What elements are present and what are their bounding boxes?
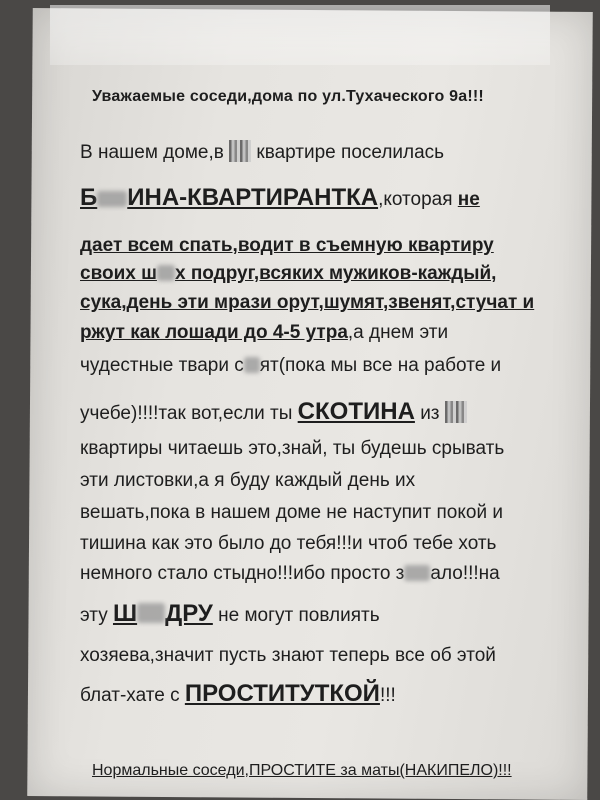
line-16-text-a: блат-хате с xyxy=(80,685,180,706)
line-10: эти листовки,а я буду каждый день их xyxy=(80,470,416,491)
line-7-text-a: чудестные твари с xyxy=(80,355,244,376)
blurred-fragment xyxy=(157,265,175,281)
line-5: сука,день эти мрази орут,шумят,звенят,стучат и xyxy=(80,292,535,313)
notice-heading: Уважаемые соседи,дома по ул.Тухаческого 9а!!! xyxy=(92,88,484,105)
pixelated-number xyxy=(445,401,467,423)
blurred-word xyxy=(137,603,165,623)
tape-strip xyxy=(50,5,550,65)
line-13-text-a: немного стало стыдно!!!ибо просто з xyxy=(80,563,405,584)
line-7 xyxy=(80,355,501,377)
line-6-bold: ржут как лошади до 4-5 утра xyxy=(80,322,348,343)
line-8-text-b: из xyxy=(420,403,440,424)
line-3: дает всем спать,водит в съемную квартиру xyxy=(80,235,494,256)
footer-signature: Нормальные соседи,ПРОСТИТЕ за маты(НАКИПЕЛО)!!! xyxy=(92,762,512,779)
line-2-word-b: ИНА-КВАРТИРАНТКА xyxy=(127,184,379,211)
line-14-text-b: не могут повлиять xyxy=(218,605,380,626)
line-16 xyxy=(80,680,396,708)
line-13-text-b: ало!!!на xyxy=(430,563,500,584)
line-11: вешать,пока в нашем доме не наступит покой и xyxy=(80,502,503,523)
line-2-text: ,которая xyxy=(378,189,453,210)
line-6 xyxy=(80,322,448,344)
line-14-big-b: ДРУ xyxy=(165,600,213,627)
line-6-text: ,а днем эти xyxy=(347,322,449,343)
line-4-text-a: своих ш xyxy=(80,263,157,284)
line-4-text-b: х подруг,всяких мужиков-каждый, xyxy=(174,263,497,284)
line-8 xyxy=(80,398,467,426)
line-14-big-a: Ш xyxy=(112,600,138,627)
line-16-text-b: !!! xyxy=(379,685,396,706)
line-14 xyxy=(80,600,380,628)
line-1-text-a: В нашем доме,в xyxy=(80,142,224,163)
blurred-word xyxy=(97,191,127,207)
blurred-fragment xyxy=(244,357,260,373)
line-15: хозяева,значит пусть знают теперь все об этой xyxy=(80,645,496,666)
line-9: квартиры читаешь это,знай, ты будешь срывать xyxy=(80,438,505,459)
line-12: тишина как это было до тебя!!!и чтоб тебе хоть xyxy=(80,533,497,554)
line-7-text-b: ят(пока мы все на работе и xyxy=(259,355,502,376)
line-1-text-b: квартире поселилась xyxy=(256,142,445,163)
line-4 xyxy=(80,263,496,285)
line-2 xyxy=(80,184,480,212)
pixelated-number xyxy=(229,140,251,162)
line-2-word-a: Б xyxy=(80,184,98,211)
blurred-fragment xyxy=(404,565,430,581)
line-2-bold: не xyxy=(457,189,480,210)
line-8-big: СКОТИНА xyxy=(297,398,415,425)
line-16-big: ПРОСТИТУТКОЙ xyxy=(184,680,380,707)
line-13 xyxy=(80,563,500,585)
line-8-text-a: учебе)!!!!так вот,если ты xyxy=(80,403,293,424)
line-14-text-a: эту xyxy=(80,605,108,626)
line-1 xyxy=(80,140,444,164)
